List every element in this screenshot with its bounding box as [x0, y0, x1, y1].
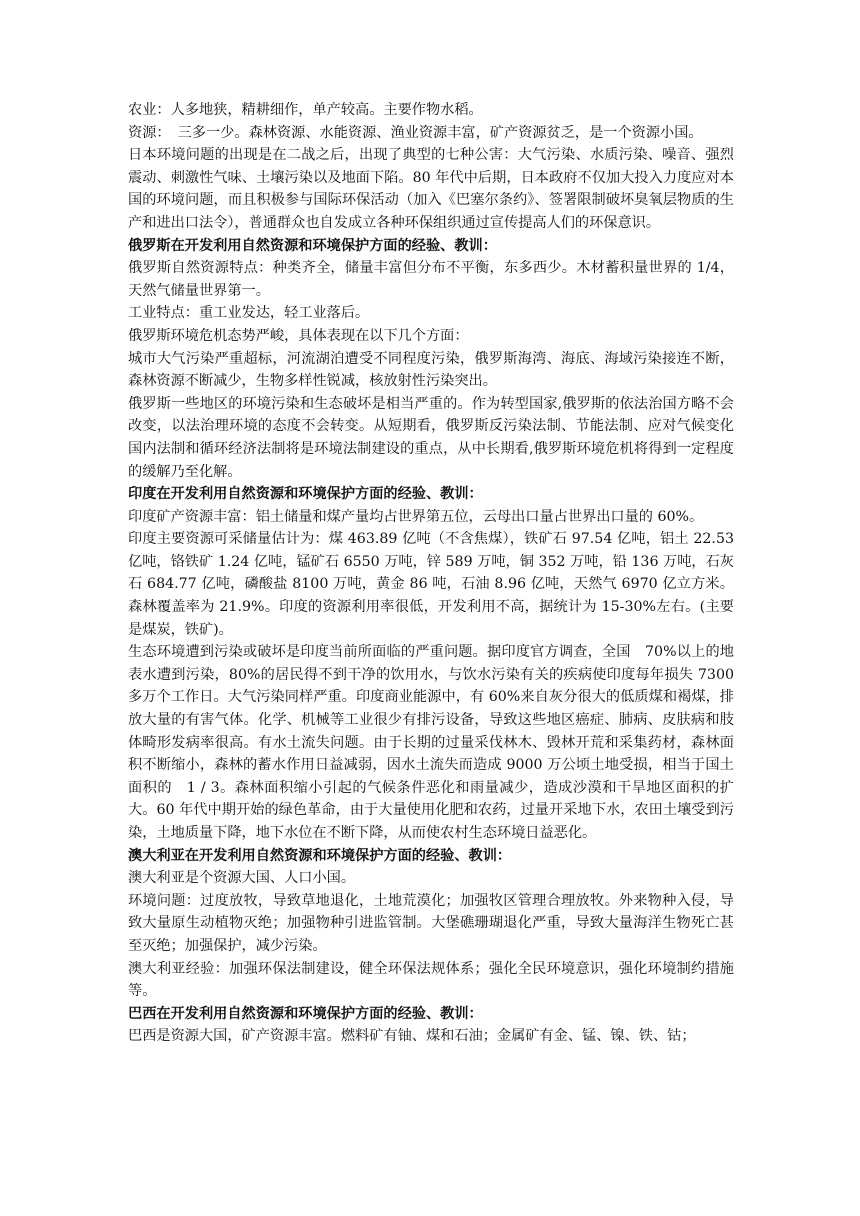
paragraph-india-minerals: 印度矿产资源丰富：铝土储量和煤产量均占世界第五位，云母出口量占世界出口量的 60%。: [128, 508, 704, 525]
heading-india: 印度在开发利用自然资源和环境保护方面的经验、教训：: [128, 486, 483, 503]
paragraph-australia-problems: 环境问题：过度放牧，导致草地退化，土地荒漠化；加强牧区管理合理放牧。外来物种入侵，导致大量原生动植物灭绝；加强物种引进监管制。大堡礁珊瑚退化严重，导致大量海洋生物死亡甚至灭绝；加强保护，减少污染。: [128, 892, 734, 954]
paragraph-australia-experience: 澳大利亚经验：加强环保法制建设，健全环保法规体系；强化全民环境意识，强化环境制约措施等。: [128, 960, 734, 1000]
paragraph-india-reserves: 印度主要资源可采储量估计为：煤 463.89 亿吨（不含焦煤），铁矿石 97.54 亿吨，铝土 22.53 亿吨，铬铁矿 1.24 亿吨，锰矿石 6550 万吨，锌 589 万吨，铜 352 万吨，铅 136 万吨，石灰石 684.77 亿吨，磷酸盐 8100 万吨，黄金 86 吨，石油 8.96 亿吨，天然气 6970 亿立方米。森林覆盖率为 21.9%。印度的资源利用率很低，开发利用不高，据统计为 15-30%左右。(主要是煤炭，铁矿)。: [128, 531, 734, 638]
paragraph-australia-overview: 澳大利亚是个资源大国、人口小国。: [128, 870, 356, 887]
heading-russia: 俄罗斯在开发利用自然资源和环境保护方面的经验、教训：: [128, 237, 497, 254]
heading-australia: 澳大利亚在开发利用自然资源和环境保护方面的经验、教训：: [128, 847, 512, 864]
document-page: [128, 99, 734, 1048]
paragraph-russia-pollution: 城市大气污染严重超标，河流湖泊遭受不同程度污染，俄罗斯海湾、海底、海域污染接连不断，森林资源不断减少，生物多样性锐减，核放射性污染突出。: [128, 350, 734, 390]
paragraph-russia-crisis-intro: 俄罗斯环境危机态势严峻，具体表现在以下几个方面：: [128, 327, 469, 344]
paragraph-russia-resources: 俄罗斯自然资源特点：种类齐全，储量丰富但分布不平衡，东多西少。木材蓄积量世界的 1/4，天然气储量世界第一。: [128, 260, 734, 299]
paragraph-japan-resources: 资源： 三多一少。森林资源、水能资源、渔业资源丰富，矿产资源贫乏，是一个资源小国。: [128, 124, 703, 141]
paragraph-india-ecology: 生态环境遭到污染或破坏是印度当前所面临的严重问题。据印度官方调查，全国 70%以上的地表水遭到污染，80%的居民得不到干净的饮用水，与饮水污染有关的疾病使印度每年损失 7300 多万个工作日。大气污染同样严重。印度商业能源中，有 60%来自灰分很大的低质煤和褐煤，排放大量的有害气体。化学、机械等工业很少有排污设备，导致这些地区癌症、肺病、皮肤病和肢体畸形发病率很高。有水土流失问题。由于长期的过量采伐林木、毁林开荒和采集药材，森林面积不断缩小，森林的蓄水作用日益减弱，因水土流失而造成 9000 万公顷土地受损，相当于国土面积的 1 / 3。森林面积缩小引起的气候条件恶化和雨量减少，造成沙漠和干旱地区面积的扩大。60 年代中期开始的绿色革命，由于大量使用化肥和农药，过量开采地下水，农田土壤受到污染，土地质量下降，地下水位在不断下降，从而使农村生态环境日益恶化。: [128, 644, 734, 841]
paragraph-russia-industry: 工业特点：重工业发达，轻工业落后。: [128, 305, 370, 322]
paragraph-japan-environment: 日本环境问题的出现是在二战之后，出现了典型的七种公害：大气污染、水质污染、噪音、强烈震动、刺激性气味、土壤污染以及地面下陷。80 年代中后期，日本政府不仅加大投入力度应对本国的环境问题，而且积极参与国际环保活动（加入《巴塞尔条约》、签署限制破坏臭氧层物质的生产和进出口法令），普通群众也自发成立各种环保组织通过宣传提高人们的环保意识。: [128, 147, 734, 231]
paragraph-japan-agriculture: 农业：人多地狭，精耕细作，单产较高。主要作物水稻。: [128, 102, 483, 118]
paragraph-brazil-resources: 巴西是资源大国，矿产资源丰富。燃料矿有铀、煤和石油；金属矿有金、锰、镍、铁、钴；: [128, 1028, 696, 1045]
paragraph-russia-law: 俄罗斯一些地区的环境污染和生态破坏是相当严重的。作为转型国家,俄罗斯的依法治国方略不会改变，以法治理环境的态度不会转变。从短期看，俄罗斯反污染法制、节能法制、应对气候变化国内法制和循环经济法制将是环境法制建设的重点，从中长期看,俄罗斯环境危机将得到一定程度的缓解乃至化解。: [128, 395, 734, 480]
heading-brazil: 巴西在开发利用自然资源和环境保护方面的经验、教训：: [128, 1005, 483, 1022]
